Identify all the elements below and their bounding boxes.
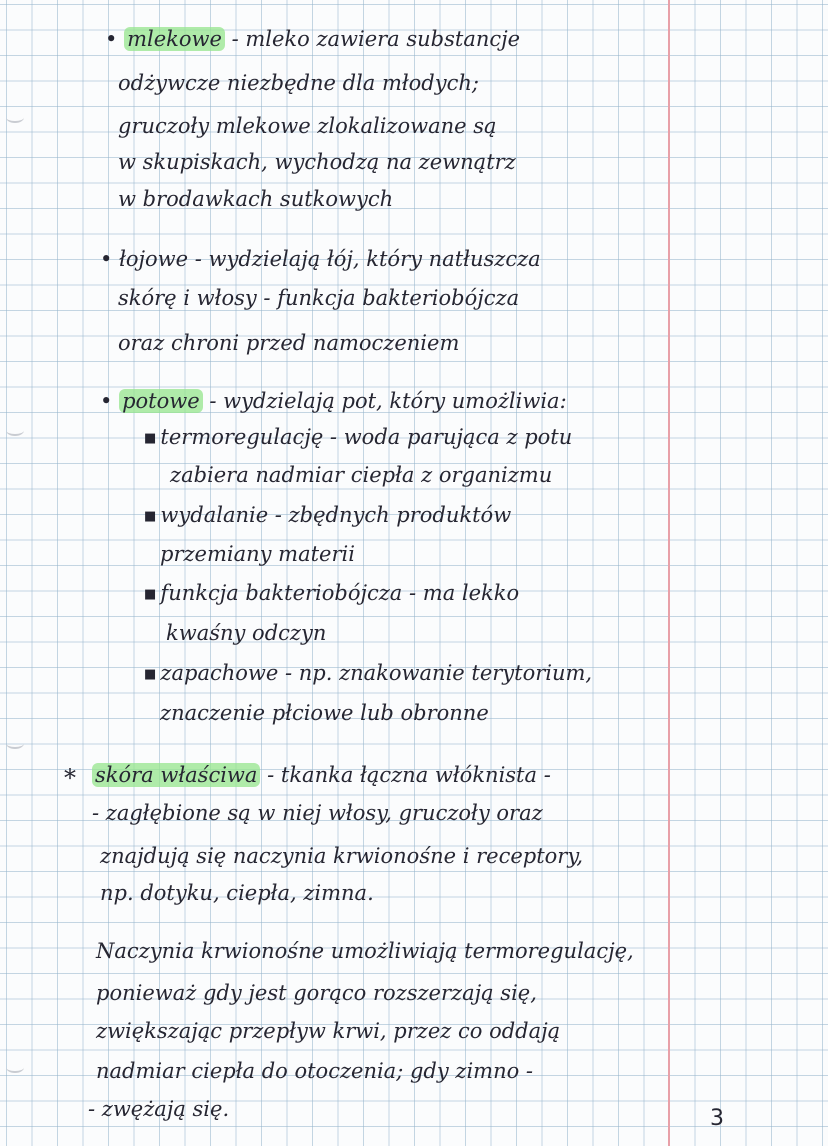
- asterisk-mark: *: [64, 764, 76, 792]
- list-item: ■ zapachowe - np. znakowanie terytorium,: [144, 660, 592, 688]
- text-line: gruczoły mlekowe zlokalizowane są: [118, 114, 497, 138]
- page-number: 3: [710, 1106, 724, 1131]
- paragraph-line: ponieważ gdy jest gorąco rozszerzają się,: [96, 981, 537, 1005]
- text-line: znajdują się naczynia krwionośne i receptory,: [100, 844, 584, 868]
- text-line: w brodawkach sutkowych: [118, 187, 394, 211]
- list-item-continuation: znaczenie płciowe lub obronne: [160, 701, 489, 725]
- list-item: ■ wydalanie - zbędnych produktów: [144, 502, 511, 530]
- text-line: - zagłębione są w niej włosy, gruczoły oraz: [92, 801, 543, 825]
- gland-mlekowe-heading: • mlekowe - mleko zawiera substancje: [105, 26, 520, 52]
- highlight-term: skóra właściwa: [92, 763, 260, 787]
- paragraph-line: Naczynia krwionośne umożliwiają termoregulację,: [96, 939, 634, 963]
- list-item-continuation: zabiera nadmiar ciepła z organizmu: [170, 463, 553, 487]
- skin-heading: skóra właściwa - tkanka łączna włóknista -: [92, 762, 551, 788]
- gland-lojowe-heading: • łojowe - wydzielają łój, który natłuszcza: [100, 246, 541, 272]
- paragraph-line: nadmiar ciepła do otoczenia; gdy zimno -: [96, 1059, 534, 1083]
- highlight-term: potowe: [119, 389, 203, 413]
- gland-potowe-heading: • potowe - wydzielają pot, który umożliwia:: [100, 388, 567, 414]
- paragraph-line: - zwężają się.: [88, 1097, 230, 1121]
- text-line: w skupiskach, wychodzą na zewnątrz: [118, 150, 516, 174]
- text-line: np. dotyku, ciepła, zimna.: [100, 881, 374, 905]
- list-item-continuation: przemiany materii: [160, 542, 355, 566]
- text-line: skórę i włosy - funkcja bakteriobójcza: [118, 286, 520, 310]
- list-item: ■ termoregulację - woda parująca z potu: [144, 424, 572, 452]
- paragraph-line: zwiększając przepływ krwi, przez co oddają: [96, 1019, 561, 1043]
- highlight-term: mlekowe: [124, 27, 225, 51]
- text-line: oraz chroni przed namoczeniem: [118, 331, 460, 355]
- text-line: odżywcze niezbędne dla młodych;: [118, 71, 479, 95]
- list-item: ■ funkcja bakteriobójcza - ma lekko: [144, 580, 519, 608]
- list-item-continuation: kwaśny odczyn: [166, 621, 327, 645]
